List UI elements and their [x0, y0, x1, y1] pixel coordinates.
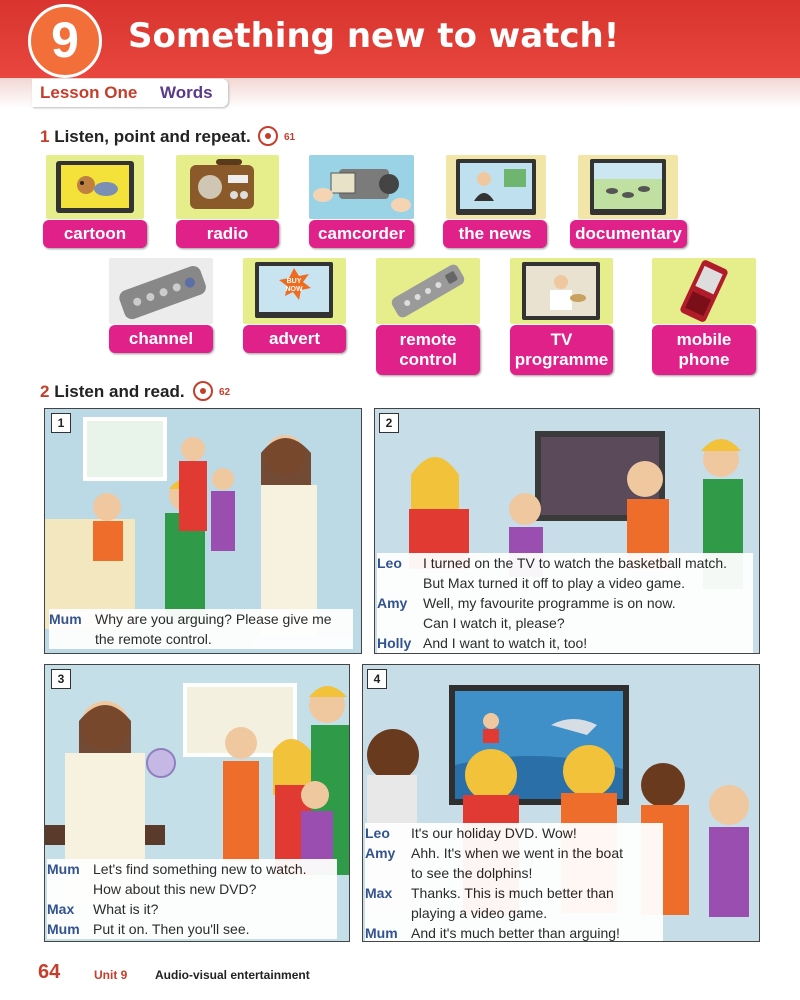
vocab-label-tv-programme-line1: TV [550, 330, 573, 349]
dialogue-text: It's our holiday DVD. Wow! [411, 825, 577, 841]
vocab-label-cartoon: cartoon [43, 220, 147, 248]
dialogue-line [377, 573, 753, 593]
dialogue-line [365, 843, 663, 863]
panel-4-caption [365, 823, 663, 942]
cartoon-image [46, 155, 144, 219]
speaker-name [47, 879, 93, 899]
panel-2-caption [377, 553, 753, 653]
speaker-name [365, 863, 411, 883]
dialogue-text: Why are you arguing? Please give me [95, 611, 332, 627]
section-2-heading [40, 382, 185, 402]
panel-2-number: 2 [379, 413, 399, 433]
unit-title: Something new to watch! [128, 16, 620, 56]
vocab-label-radio: radio [176, 220, 279, 248]
mobile-phone-image [652, 258, 756, 324]
speaker-name: Leo [365, 825, 390, 841]
speaker-name [377, 573, 423, 593]
vocab-label-remote-control-line1: remote [399, 330, 457, 349]
section-1-number: 1 [40, 127, 50, 146]
comic-panel-4 [362, 664, 760, 942]
panel-1-number: 1 [51, 413, 71, 433]
section-1-instruction: Listen, point and repeat. [54, 127, 251, 146]
vocab-label-documentary: documentary [570, 220, 687, 248]
comic-panel-3 [44, 664, 350, 942]
vocab-label-the-news: the news [443, 220, 547, 248]
dialogue-text: And I want to watch it, too! [423, 635, 588, 651]
dialogue-line [47, 879, 337, 899]
track-number-2: 62 [219, 387, 231, 398]
vocab-label-mobile-phone [652, 325, 756, 375]
vocab-label-advert: advert [243, 325, 346, 353]
unit-number: 9 [51, 12, 79, 68]
vocab-label-remote-control-line2: control [399, 350, 457, 369]
dialogue-text: How about this new DVD? [93, 881, 257, 897]
speaker-name [49, 629, 95, 649]
advert-badge-text: BUY NOW [285, 278, 303, 293]
dialogue-text: But Max turned it off to play a video game. [423, 575, 686, 591]
dialogue-line [365, 863, 663, 883]
comic-panel-1 [44, 408, 362, 654]
remote-image [376, 258, 480, 324]
dialogue-line [377, 633, 753, 653]
panel-3-caption [47, 859, 337, 939]
radio-image [176, 155, 279, 219]
lesson-subtitle: Words [160, 83, 213, 102]
speaker-name: Amy [377, 595, 408, 611]
speaker-name: Max [47, 901, 75, 917]
vocab-label-tv-programme [510, 325, 613, 375]
vocab-label-camcorder: camcorder [309, 220, 414, 248]
dialogue-text: Well, my favourite programme is on now. [423, 595, 676, 611]
section-2-number: 2 [40, 382, 50, 401]
panel-1-caption [49, 609, 353, 649]
dialogue-line [365, 923, 663, 942]
panel-4-number: 4 [367, 669, 387, 689]
dialogue-line [47, 859, 337, 879]
section-1-heading [40, 127, 251, 147]
speaker-name: Mum [47, 861, 80, 877]
news-image [446, 155, 546, 219]
speaker-name: Mum [365, 925, 398, 941]
speaker-name: Leo [377, 555, 402, 571]
footer-title: Audio-visual entertainment [155, 968, 310, 982]
dialogue-line [365, 823, 663, 843]
vocab-label-channel: channel [109, 325, 213, 353]
dialogue-text: Put it on. Then you'll see. [93, 921, 250, 937]
speaker-name [377, 613, 423, 633]
dialogue-text: the remote control. [95, 631, 212, 647]
speaker-name: Amy [365, 845, 396, 861]
dialogue-line [365, 883, 663, 903]
dialogue-text: Let's find something new to watch. [93, 861, 307, 877]
lesson-label: Lesson One [40, 83, 138, 102]
camcorder-image [309, 155, 414, 219]
dialogue-line [47, 919, 337, 939]
dialogue-text: I turned on the TV to watch the basketball match. [423, 555, 728, 571]
page-number: 64 [38, 961, 61, 983]
advert-image [243, 258, 346, 324]
speaker-name: Mum [47, 921, 80, 937]
dialogue-text: Ahh. It's when we went in the boat [411, 845, 624, 861]
track-number: 61 [284, 132, 296, 143]
vocab-label-mobile-phone-line1: mobile [676, 330, 732, 349]
dialogue-line [377, 613, 753, 633]
dialogue-line [49, 629, 353, 649]
panel-3-number: 3 [51, 669, 71, 689]
audio-cd-icon[interactable] [258, 126, 278, 146]
vocab-label-tv-programme-line2: programme [514, 350, 609, 369]
dialogue-line [377, 593, 753, 613]
speaker-name [365, 903, 411, 923]
footer-unit: Unit 9 [94, 968, 128, 982]
comic-panel-2 [374, 408, 760, 654]
channel-image [109, 258, 213, 324]
dialogue-text: Thanks. This is much better than [411, 885, 614, 901]
dialogue-text: What is it? [93, 901, 159, 917]
speaker-name: Mum [49, 611, 82, 627]
documentary-image [578, 155, 678, 219]
dialogue-line [377, 553, 753, 573]
speaker-name: Holly [377, 635, 412, 651]
section-2-instruction: Listen and read. [54, 382, 185, 401]
dialogue-line [365, 903, 663, 923]
dialogue-line [49, 609, 353, 629]
dialogue-text: to see the dolphins! [411, 865, 533, 881]
dialogue-line [47, 899, 337, 919]
tv-programme-image [510, 258, 613, 324]
audio-cd-icon-2[interactable] [193, 381, 213, 401]
dialogue-text: And it's much better than arguing! [411, 925, 620, 941]
vocab-label-mobile-phone-line2: phone [678, 350, 730, 369]
speaker-name: Max [365, 885, 393, 901]
vocab-label-remote-control [376, 325, 480, 375]
dialogue-text: Can I watch it, please? [423, 615, 565, 631]
dialogue-text: playing a video game. [411, 905, 548, 921]
